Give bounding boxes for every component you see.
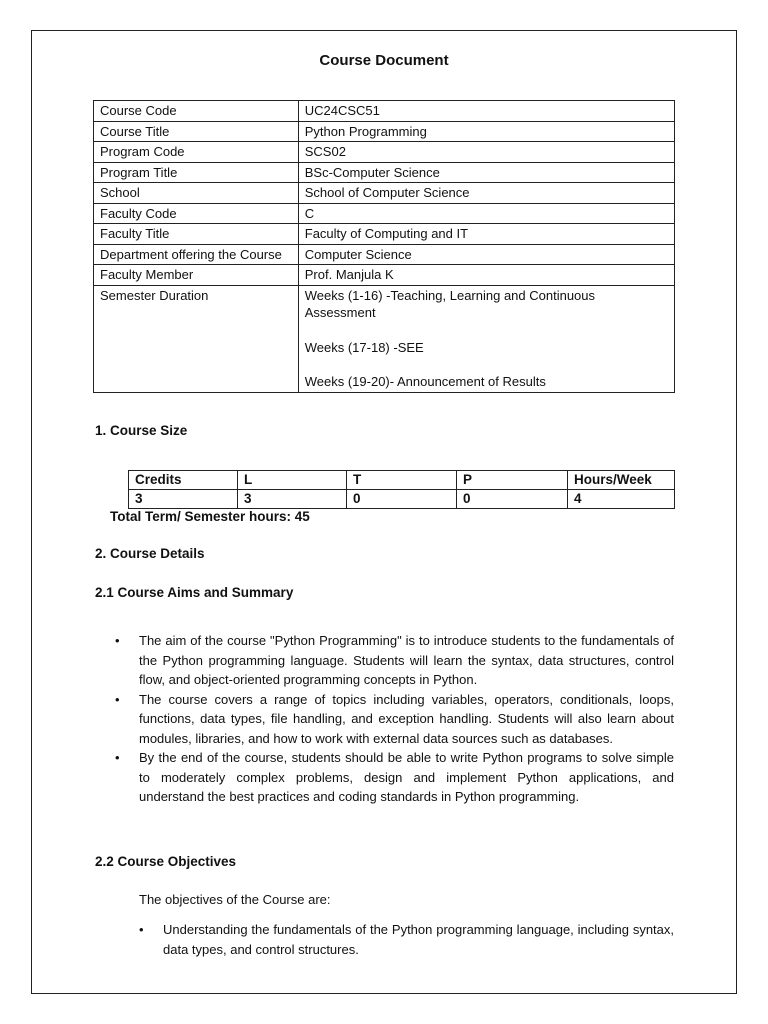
table-value: C [298, 203, 674, 224]
semester-line: Weeks (17-18) -SEE [304, 339, 424, 355]
table-cell: 3 [238, 490, 347, 509]
section-heading-course-aims: 2.1 Course Aims and Summary [95, 585, 294, 600]
table-cell: 0 [347, 490, 457, 509]
table-value: Faculty of Computing and IT [298, 224, 674, 245]
list-item-text: The course covers a range of topics including variables, operators, conditionals, loops, functions, data types, file handling, and exception handling. Students will also learn about modules, libraries, and how to work with external data sources such as databases. [139, 691, 674, 746]
section-heading-course-details: 2. Course Details [95, 546, 205, 561]
list-item [136, 920, 674, 960]
table-label: Program Code [94, 142, 299, 163]
table-row [94, 224, 675, 245]
section-heading-course-objectives: 2.2 Course Objectives [95, 854, 237, 869]
table-row [94, 101, 675, 122]
bullet-icon: • [139, 922, 144, 937]
table-label: Faculty Title [94, 224, 299, 245]
total-semester-hours: Total Term/ Semester hours: 45 [110, 509, 310, 524]
table-value: Computer Science [298, 244, 674, 265]
table-header-cell: L [238, 471, 347, 490]
table-value: UC24CSC51 [298, 101, 674, 122]
bullet-icon: • [115, 691, 120, 707]
course-info-table [93, 100, 675, 393]
table-label: Faculty Member [94, 265, 299, 286]
table-row [94, 244, 675, 265]
table-value: Prof. Manjula K [298, 265, 674, 286]
table-header-row [129, 471, 675, 490]
table-value: Python Programming [298, 121, 674, 142]
course-size-table [128, 470, 675, 509]
table-cell: 3 [129, 490, 238, 509]
table-label: Course Code [94, 101, 299, 122]
list-item-text: The aim of the course "Python Programming" is to introduce students to the fundamentals of the Python programming language. Students will learn the syntax, data structures, control flow, and object-oriented programming concepts in Python. [139, 633, 674, 687]
table-label: Semester Duration [94, 285, 299, 392]
list-item [112, 748, 674, 807]
table-row [94, 285, 675, 392]
semester-line: Weeks (19-20)- Announcement of Results [304, 374, 546, 389]
bullet-icon: • [115, 633, 120, 648]
course-aims-list [112, 631, 674, 807]
section-heading-course-size: 1. Course Size [95, 423, 188, 438]
table-row [94, 121, 675, 142]
table-cell: 4 [568, 490, 675, 509]
table-label: School [94, 183, 299, 204]
table-row [129, 490, 675, 509]
document-title: Course Document [319, 52, 449, 69]
table-row [94, 162, 675, 183]
table-value: School of Computer Science [298, 183, 674, 204]
list-item-text: Understanding the fundamentals of the Python programming language, including syntax, data types, and control structures. [163, 922, 674, 957]
list-item [112, 631, 674, 690]
table-header-cell: T [347, 471, 457, 490]
list-item [112, 690, 674, 749]
list-item-text: By the end of the course, students should be able to write Python programs to solve simple to moderately complex problems, design and implement Python applications, and understand the best practices and coding standards in Python programming. [139, 750, 674, 804]
semester-line: Weeks (1-16) -Teaching, Learning and Continuous Assessment [304, 287, 596, 320]
table-value: BSc-Computer Science [298, 162, 674, 183]
table-header-cell: P [457, 471, 568, 490]
table-label: Program Title [94, 162, 299, 183]
table-row [94, 203, 675, 224]
table-row [94, 142, 675, 163]
table-row [94, 265, 675, 286]
bullet-icon: • [115, 750, 120, 765]
table-label: Faculty Code [94, 203, 299, 224]
table-label: Course Title [94, 121, 299, 142]
table-label: Department offering the Course [94, 244, 299, 265]
objectives-intro: The objectives of the Course are: [139, 892, 331, 907]
table-row [94, 183, 675, 204]
course-objectives-list [136, 920, 674, 960]
table-value: SCS02 [298, 142, 674, 163]
table-cell: 0 [457, 490, 568, 509]
table-header-cell: Credits [129, 471, 238, 490]
semester-duration-value [298, 285, 674, 392]
table-header-cell: Hours/Week [568, 471, 675, 490]
